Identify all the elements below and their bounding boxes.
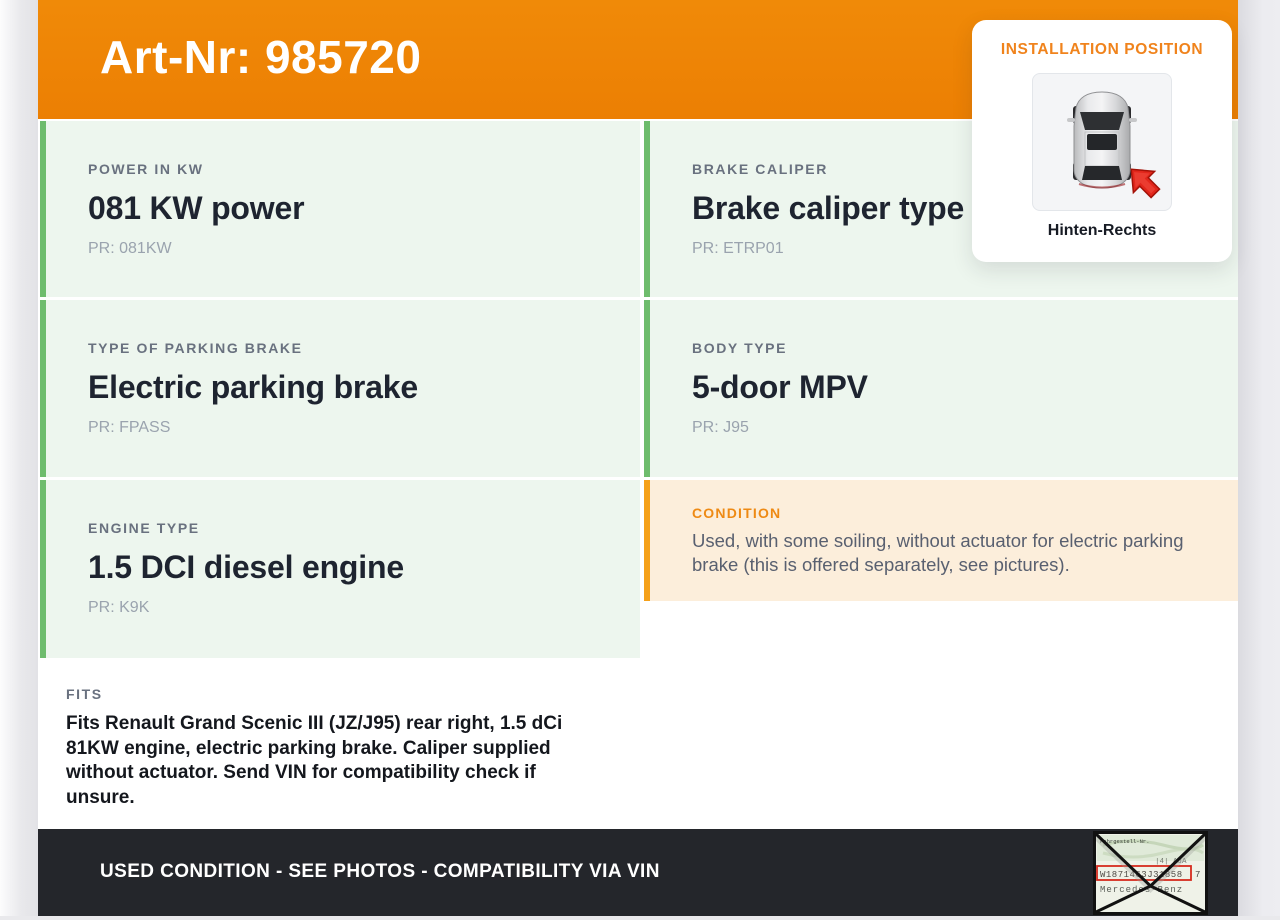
vin-field-label: Fahrgestell-Nr. [1100, 838, 1150, 845]
condition-text: Used, with some soiling, without actuator for electric parking brake (this is offered separately, see pictures). [692, 530, 1184, 575]
spec-label: TYPE OF PARKING BRAKE [88, 340, 303, 356]
footer-banner [38, 829, 1238, 916]
installation-position-card [972, 20, 1232, 262]
car-position-image [1032, 73, 1172, 211]
spec-value: 1.5 DCI diesel engine [88, 549, 404, 585]
spec-value: 081 KW power [88, 190, 305, 226]
spec-pr-code: PR: J95 [692, 419, 749, 436]
spec-card-power [40, 121, 640, 297]
spec-card-parking-brake [40, 300, 640, 477]
spec-pr-code: PR: ETRP01 [692, 240, 784, 257]
installation-position-value: Hinten-Rechts [1047, 222, 1157, 239]
condition-label: CONDITION [692, 505, 782, 521]
page-right-margin [1238, 0, 1280, 916]
envelope-icon [1093, 831, 1208, 915]
vin-brand: Mercedes-Benz [1100, 885, 1184, 895]
spec-pr-code: PR: FPASS [88, 419, 171, 436]
spec-pr-code: PR: K9K [88, 599, 150, 616]
article-number-title: Art-Nr: 985720 [100, 31, 422, 83]
vin-document-image [1093, 831, 1208, 915]
vin-number: W1871463J31858 [1100, 870, 1183, 880]
spec-card-engine-type [40, 480, 640, 658]
fits-card [40, 662, 640, 829]
spec-label: ENGINE TYPE [88, 520, 200, 536]
spec-label: BRAKE CALIPER [692, 161, 828, 177]
fits-text: Fits Renault Grand Scenic III (JZ/J95) rear right, 1.5 dCi 81KW engine, electric parking brake. Caliper supplied without actuator. Send VIN for compatibility check if unsure. [66, 713, 563, 808]
spec-card-body-type [644, 300, 1238, 477]
listing-panel [38, 0, 1238, 916]
spec-value: Electric parking brake [88, 369, 418, 405]
spec-pr-code: PR: 081KW [88, 240, 172, 257]
spec-value: Brake caliper type [692, 190, 965, 226]
page-left-margin [0, 0, 38, 916]
vin-suffix: 7 [1195, 870, 1201, 880]
condition-card [644, 480, 1238, 601]
fits-label: FITS [66, 686, 103, 702]
spec-value: 5-door MPV [692, 369, 868, 405]
vin-code-fragment: |4| AJA [1155, 858, 1187, 866]
spec-label: POWER IN KW [88, 161, 204, 177]
spec-label: BODY TYPE [692, 340, 788, 356]
installation-position-label: INSTALLATION POSITION [1000, 41, 1204, 58]
position-arrow-icon [1123, 162, 1165, 202]
footer-text: USED CONDITION - SEE PHOTOS - COMPATIBILITY VIA VIN [100, 861, 660, 882]
